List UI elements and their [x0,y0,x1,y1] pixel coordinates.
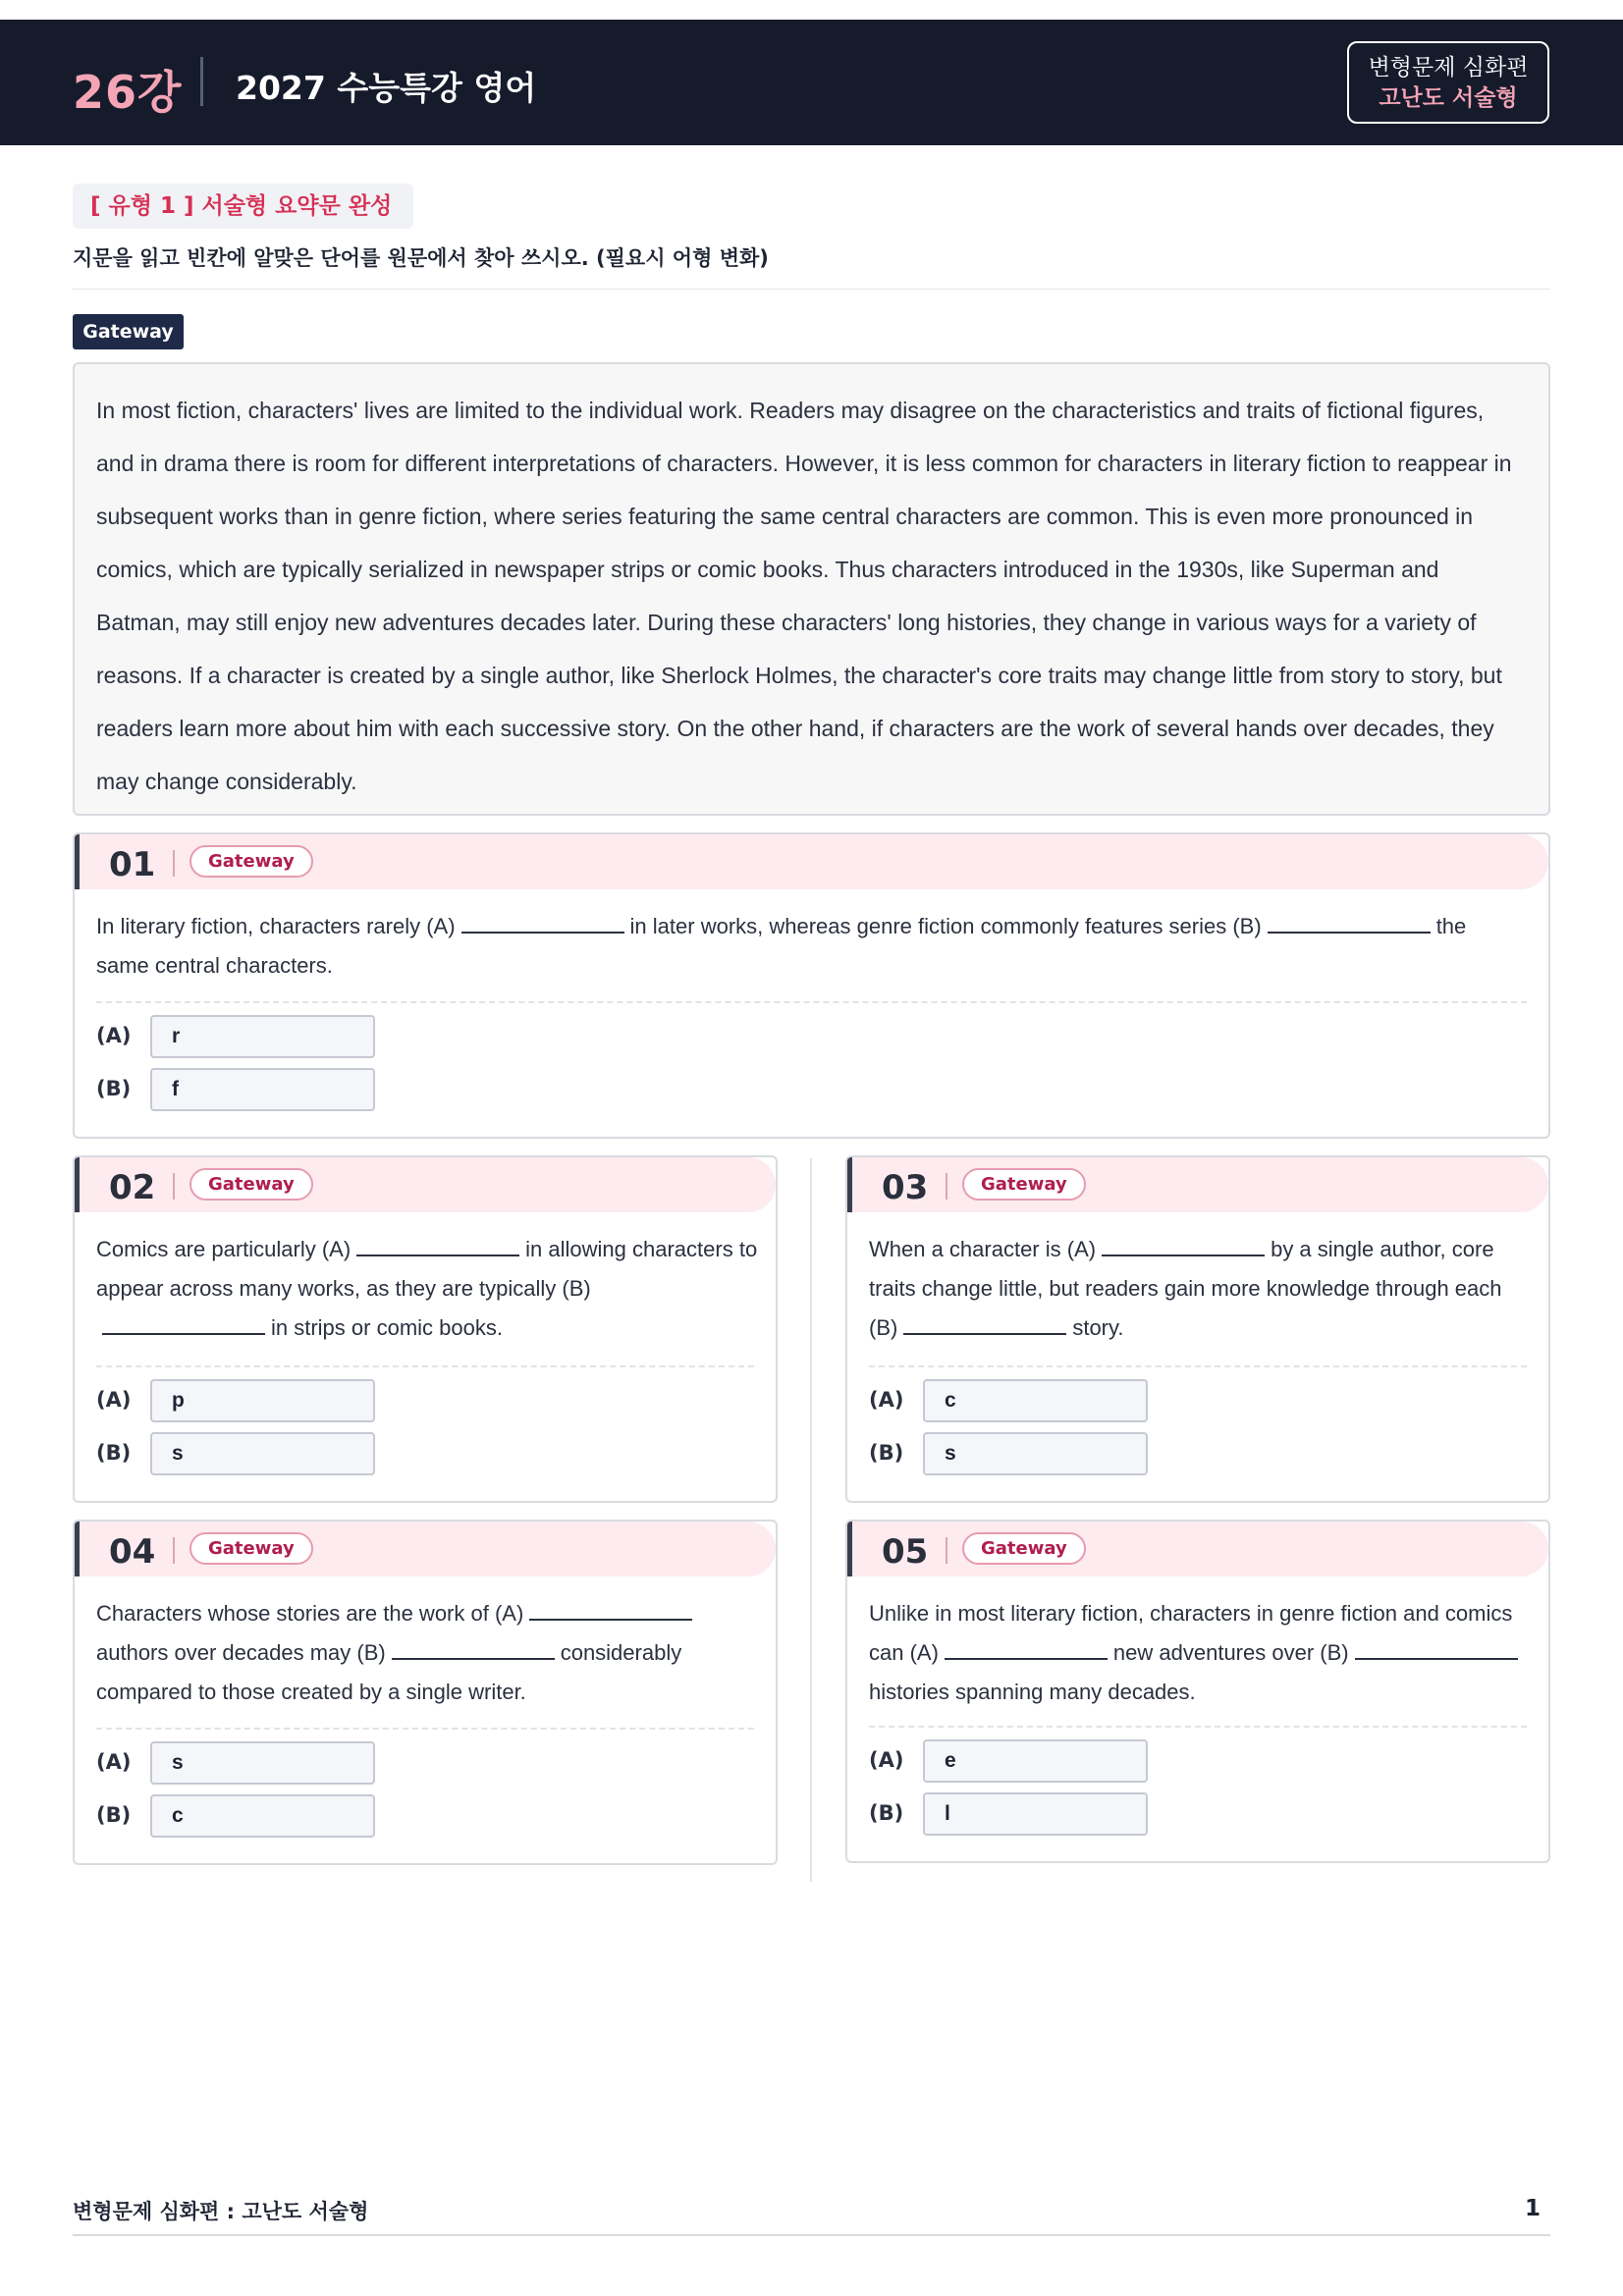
blank-a [1102,1237,1265,1256]
answer-label-a: (A) [96,1750,132,1774]
header-bar [0,20,1623,145]
blank-b [903,1315,1066,1335]
question-number: 04 [109,1532,156,1572]
question-text [96,1594,760,1712]
question-text-part2: authors over decades may (B) [96,1640,386,1665]
question-header [75,834,1548,889]
question-text-part3: the same central characters. [96,914,1467,978]
divider [73,289,1550,290]
question-text-part2: new adventures over (B) [1112,1640,1349,1665]
level-box-line1: 변형문제 심화편 [1368,55,1529,80]
question-number: 05 [882,1532,929,1572]
question-header [847,1157,1548,1212]
source-tag: Gateway [73,314,184,349]
source-tag: Gateway [189,1168,313,1201]
level-box [1347,41,1549,124]
source-tag: Gateway [962,1532,1086,1565]
question-text-part3: histories spanning many decades. [869,1680,1196,1704]
answer-field-b[interactable]: c [150,1794,375,1838]
answer-field-b[interactable]: s [923,1432,1148,1475]
header-divider [200,57,203,106]
column-divider [810,1158,812,1882]
question-text [869,1230,1533,1348]
answer-label-b: (B) [96,1803,132,1827]
header-divider [946,1537,947,1564]
question-text-part1: Unlike in most literary fiction, characters in genre fiction and comics can (A) [869,1601,1513,1665]
answer-field-a[interactable]: c [923,1379,1148,1422]
question-text-part2: by a single author, core traits change little, but readers gain more knowledge through each (B) [869,1237,1502,1340]
footer-divider [73,2234,1550,2236]
question-card-05 [845,1520,1550,1863]
section-type-badge: [ 유형 1 ] 서술형 요약문 완성 [73,184,413,229]
dashed-divider [96,1728,754,1730]
question-header [847,1522,1548,1576]
dashed-divider [96,1001,1527,1003]
question-text-part3: in strips or comic books. [271,1315,503,1340]
answer-field-a[interactable]: p [150,1379,375,1422]
page-number: 1 [1525,2196,1542,2221]
blank-a [461,914,624,934]
question-text-part3: story. [1072,1315,1124,1340]
question-text [869,1594,1533,1712]
blank-b [392,1640,555,1660]
blank-a [356,1237,519,1256]
dashed-divider [96,1365,754,1367]
question-card-02 [73,1155,778,1503]
question-text-part1: Comics are particularly (A) [96,1237,352,1261]
question-card-03 [845,1155,1550,1503]
question-number: 02 [109,1168,156,1207]
question-text [96,907,1510,986]
answer-field-a[interactable]: s [150,1741,375,1785]
answer-label-b: (B) [869,1801,904,1825]
answer-field-b[interactable]: l [923,1792,1148,1836]
level-box-line2: 고난도 서술형 [1379,85,1518,111]
source-tag: Gateway [962,1168,1086,1201]
dashed-divider [869,1365,1527,1367]
answer-field-a[interactable]: e [923,1739,1148,1783]
book-title: 2027 수능특강 영어 [236,69,537,107]
header-divider [173,850,175,877]
question-number: 03 [882,1168,929,1207]
question-text-part1: In literary fiction, characters rarely (A) [96,914,456,938]
answer-label-b: (B) [96,1441,132,1465]
blank-b [1355,1640,1518,1660]
answer-field-b[interactable]: s [150,1432,375,1475]
question-number: 01 [109,845,156,884]
answer-label-a: (A) [869,1388,904,1412]
answer-field-a[interactable]: r [150,1015,375,1058]
lesson-number: 26강 [73,66,183,119]
blank-b [1268,914,1431,934]
dashed-divider [869,1726,1527,1728]
blank-b [102,1315,265,1335]
source-tag: Gateway [189,1532,313,1565]
answer-field-b[interactable]: f [150,1068,375,1111]
question-text-part3: considerably compared to those created by a single writer. [96,1640,682,1704]
blank-a [529,1601,692,1621]
question-text-part2: in allowing characters to appear across many works, as they are typically (B) [96,1237,758,1301]
question-text-part1: Characters whose stories are the work of (A) [96,1601,524,1626]
question-text-part2: in later works, whereas genre fiction commonly features series (B) [629,914,1262,938]
question-card-04 [73,1520,778,1865]
header-divider [173,1537,175,1564]
answer-label-b: (B) [96,1077,132,1100]
blank-a [945,1640,1108,1660]
question-header [75,1522,776,1576]
question-header [75,1157,776,1212]
section-instruction: 지문을 읽고 빈칸에 알맞은 단어를 원문에서 찾아 쓰시오. (필요시 어형 변화) [73,246,769,270]
passage-text: In most fiction, characters' lives are limited to the individual work. Readers may disagree on the characteristics and traits of fictional figures, and in drama there is room for different interpretations of characters. However, it is less common for characters in literary fiction to reappear in subsequent works than in genre fiction, where series featuring the same central characters are common. This is even more pronounced in comics, which are typically serialized in newspaper strips or comic books. Thus characters introduced in the 1930s, like Superman and Batman, may still enjoy new adventures decades later. During these characters' long histories, they change in various ways for a variety of reasons. If a character is created by a single author, like Sherlock Holmes, the character's core traits may change little from story to story, but readers learn more about him with each successive story. On the other hand, if characters are the work of several hands over decades, they may change considerably. [73,362,1550,816]
header-divider [173,1173,175,1200]
question-text [96,1230,760,1348]
header-divider [946,1173,947,1200]
answer-label-b: (B) [869,1441,904,1465]
answer-label-a: (A) [869,1748,904,1772]
question-text-part1: When a character is (A) [869,1237,1097,1261]
question-card-01 [73,832,1550,1139]
answer-label-a: (A) [96,1388,132,1412]
footer-title: 변형문제 심화편 : 고난도 서술형 [73,2200,369,2223]
source-tag: Gateway [189,845,313,878]
answer-label-a: (A) [96,1024,132,1047]
